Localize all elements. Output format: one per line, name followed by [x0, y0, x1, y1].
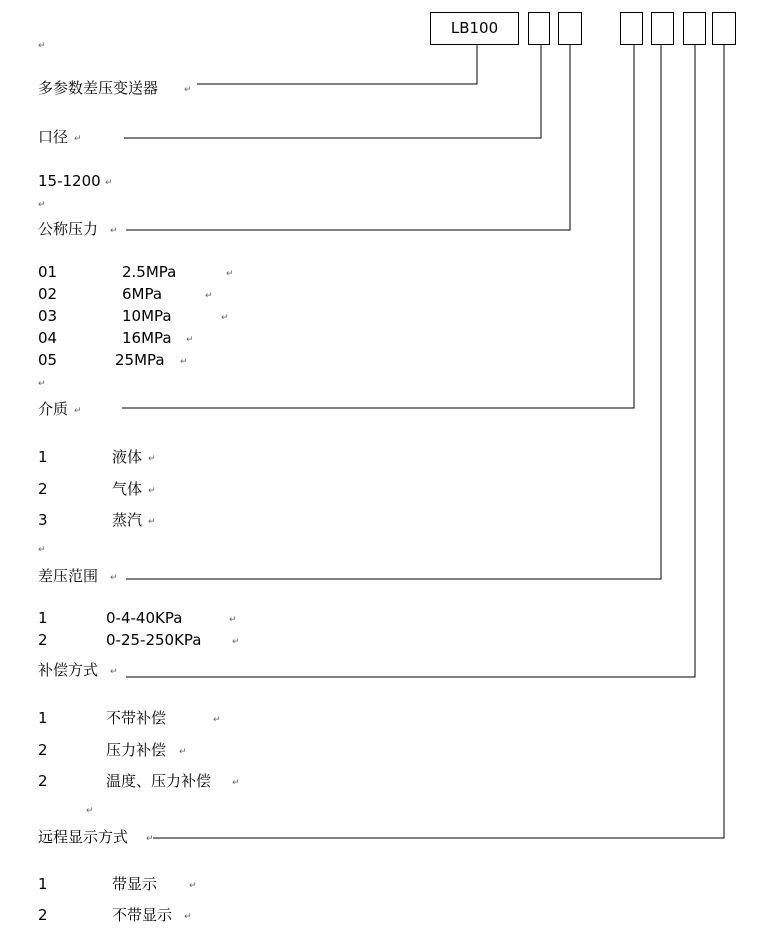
- compensation-label: 补偿方式: [38, 661, 99, 679]
- return-mark: ↵: [179, 747, 187, 757]
- pressure-value: 2.5MPa: [122, 263, 177, 281]
- return-mark: ↵: [186, 335, 194, 345]
- medium-value: 蒸汽: [112, 511, 143, 529]
- remote-display-value: 不带显示: [112, 906, 173, 924]
- return-mark: ↵: [180, 357, 188, 367]
- medium-value: 液体: [112, 448, 143, 466]
- remote-display-label: 远程显示方式: [38, 828, 129, 846]
- return-mark: ↵: [226, 269, 234, 279]
- medium-value: 气体: [112, 480, 143, 498]
- pressure-code: 01: [38, 263, 58, 281]
- remote-display-code: 1: [38, 875, 48, 893]
- medium-label: 介质: [38, 400, 69, 418]
- return-mark: ↵: [146, 834, 154, 844]
- return-mark: ↵: [86, 806, 94, 816]
- return-mark: ↵: [38, 200, 46, 210]
- bore-label: 口径: [38, 128, 69, 146]
- return-mark: ↵: [184, 912, 192, 922]
- remote-display-code: 2: [38, 906, 48, 924]
- return-mark: ↵: [232, 778, 240, 788]
- medium-code: 3: [38, 511, 48, 529]
- nominal-pressure-label: 公称压力: [38, 220, 99, 238]
- medium-code: 1: [38, 448, 48, 466]
- pressure-code: 04: [38, 329, 58, 347]
- compensation-code: 2: [38, 772, 48, 790]
- connector-medium: [122, 45, 634, 408]
- return-mark: ↵: [221, 313, 229, 323]
- dp-range-label: 差压范围: [38, 567, 99, 585]
- return-mark: ↵: [38, 41, 46, 51]
- pressure-code: 03: [38, 307, 58, 325]
- connector-product: [197, 45, 477, 84]
- return-mark: ↵: [184, 85, 192, 95]
- return-mark: ↵: [110, 573, 118, 583]
- pressure-code: 05: [38, 351, 58, 369]
- compensation-value: 温度、压力补偿: [106, 772, 212, 790]
- compensation-code: 2: [38, 741, 48, 759]
- return-mark: ↵: [213, 715, 221, 725]
- compensation-value: 压力补偿: [106, 741, 167, 759]
- pressure-value: 16MPa: [122, 329, 172, 347]
- pressure-code: 02: [38, 285, 58, 303]
- return-mark: ↵: [189, 881, 197, 891]
- pressure-value: 6MPa: [122, 285, 163, 303]
- model-code: LB100: [450, 19, 499, 37]
- connector-dp-range: [126, 45, 661, 579]
- medium-code: 2: [38, 480, 48, 498]
- return-mark: ↵: [105, 178, 113, 188]
- connector-compensation: [126, 45, 695, 677]
- remote-display-value: 带显示: [112, 875, 158, 893]
- return-mark: ↵: [74, 406, 82, 416]
- pressure-value: 10MPa: [122, 307, 172, 325]
- return-mark: ↵: [148, 517, 156, 527]
- return-mark: ↵: [232, 637, 240, 647]
- bore-range: 15-1200: [38, 172, 101, 190]
- compensation-code: 1: [38, 709, 48, 727]
- dp-range-code: 1: [38, 609, 48, 627]
- return-mark: ↵: [229, 615, 237, 625]
- return-mark: ↵: [110, 667, 118, 677]
- return-mark: ↵: [74, 134, 82, 144]
- return-mark: ↵: [205, 291, 213, 301]
- compensation-value: 不带补偿: [106, 709, 167, 727]
- dp-range-value: 0-4-40KPa: [106, 609, 183, 627]
- connector-remote-display: [153, 45, 724, 838]
- return-mark: ↵: [148, 486, 156, 496]
- return-mark: ↵: [38, 379, 46, 389]
- pressure-value: 25MPa: [115, 351, 165, 369]
- return-mark: ↵: [148, 454, 156, 464]
- product-label: 多参数差压变送器: [38, 79, 159, 97]
- return-mark: ↵: [38, 545, 46, 555]
- dp-range-value: 0-25-250KPa: [106, 631, 202, 649]
- dp-range-code: 2: [38, 631, 48, 649]
- return-mark: ↵: [110, 226, 118, 236]
